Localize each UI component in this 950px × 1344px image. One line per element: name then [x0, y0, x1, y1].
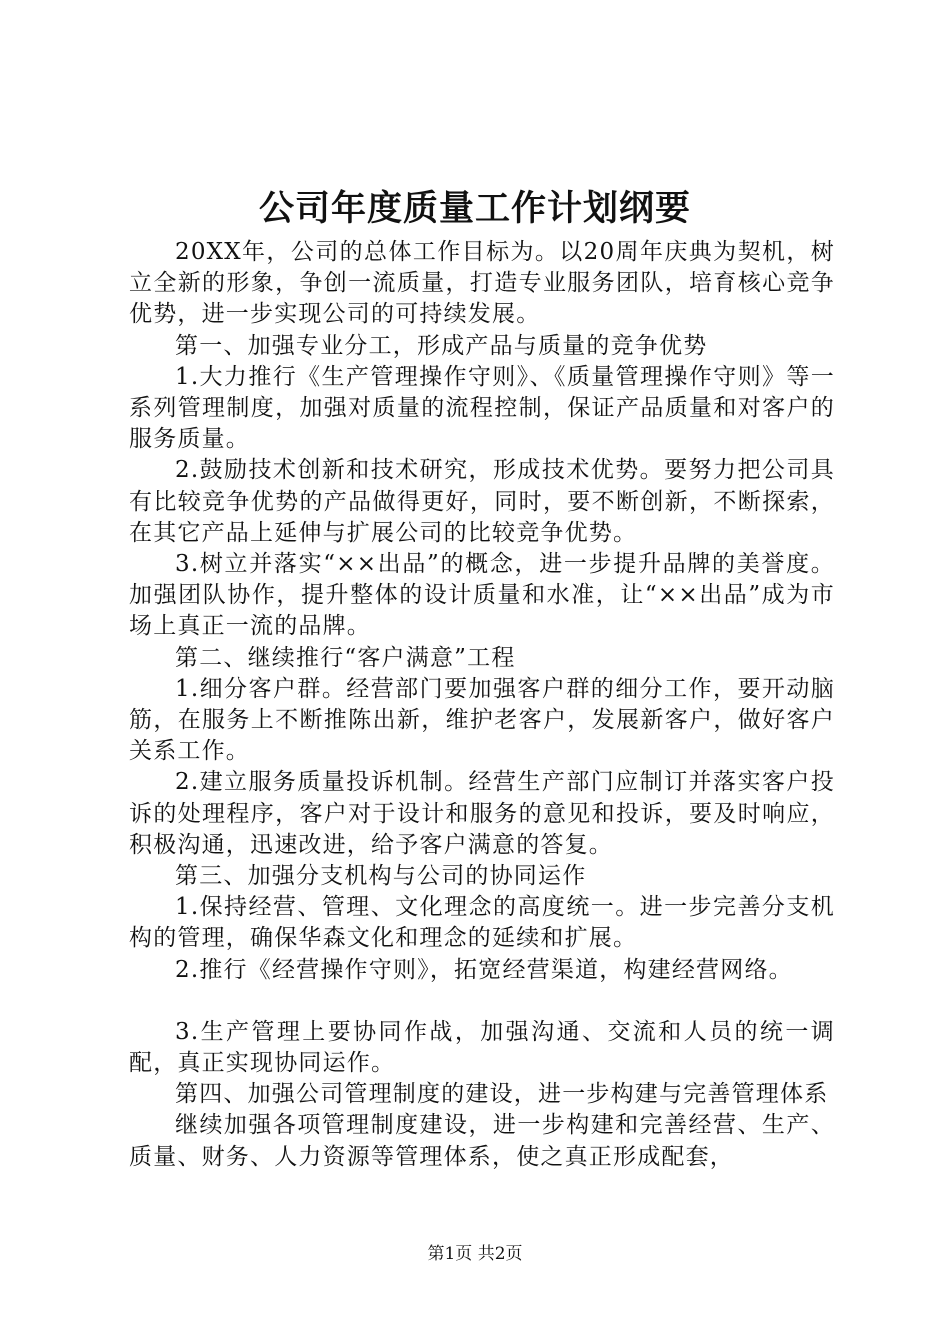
paragraph-2-2: 2.建立服务质量投诉机制。经营生产部门应制订并落实客户投诉的处理程序，客户对于设计和服务的意见和投诉，要及时响应，积极沟通，迅速改进，给予客户满意的答复。: [129, 769, 835, 858]
paragraph-2-1: 1.细分客户群。经营部门要加强客户群的细分工作，要开动脑筋，在服务上不断推陈出新，维护老客户，发展新客户，做好客户关系工作。: [129, 675, 835, 765]
section-heading-4: 第四、加强公司管理制度的建设，进一步构建与完善管理体系: [175, 1081, 829, 1108]
section-heading-2: 第二、继续推行“客户满意”工程: [175, 644, 516, 671]
paragraph-1-2: 2.鼓励技术创新和技术研究，形成技术优势。要努力把公司具有比较竞争优势的产品做得更好，同时，要不断创新，不断探索，在其它产品上延伸与扩展公司的比较竞争优势。: [129, 457, 835, 546]
section-heading-3: 第三、加强分支机构与公司的协同运作: [175, 863, 587, 890]
paragraph-intro: 20XX年，公司的总体工作目标为。以20周年庆典为契机，树立全新的形象，争创一流质量，打造专业服务团队，培育核心竞争优势，进一步实现公司的可持续发展。: [129, 239, 835, 328]
paragraph-1-1: 1.大力推行《生产管理操作守则》、《质量管理操作守则》等一系列管理制度，加强对质量的流程控制，保证产品质量和对客户的服务质量。: [129, 363, 835, 453]
paragraph-4-1: 继续加强各项管理制度建设，进一步构建和完善经营、生产、质量、财务、人力资源等管理体系，使之真正形成配套，: [129, 1112, 835, 1170]
section-heading-1: 第一、加强专业分工，形成产品与质量的竞争优势: [175, 332, 708, 359]
paragraph-3-2: 2.推行《经营操作守则》，拓宽经营渠道，构建经营网络。: [175, 956, 793, 983]
paragraph-3-3: 3.生产管理上要协同作战，加强沟通、交流和人员的统一调配，真正实现协同运作。: [129, 1018, 835, 1077]
paragraph-3-1: 1.保持经营、管理、文化理念的高度统一。进一步完善分支机构的管理，确保华森文化和理念的延续和扩展。: [129, 894, 835, 952]
paragraph-1-3: 3.树立并落实“××出品”的概念，进一步提升品牌的美誉度。加强团队协作，提升整体的设计质量和水准，让“××出品”成为市场上真正一流的品牌。: [129, 551, 835, 640]
document-body: [129, 237, 835, 1173]
page-number-footer: 第1页 共2页: [427, 1244, 523, 1264]
document-title: 公司年度质量工作计划纲要: [258, 188, 691, 229]
